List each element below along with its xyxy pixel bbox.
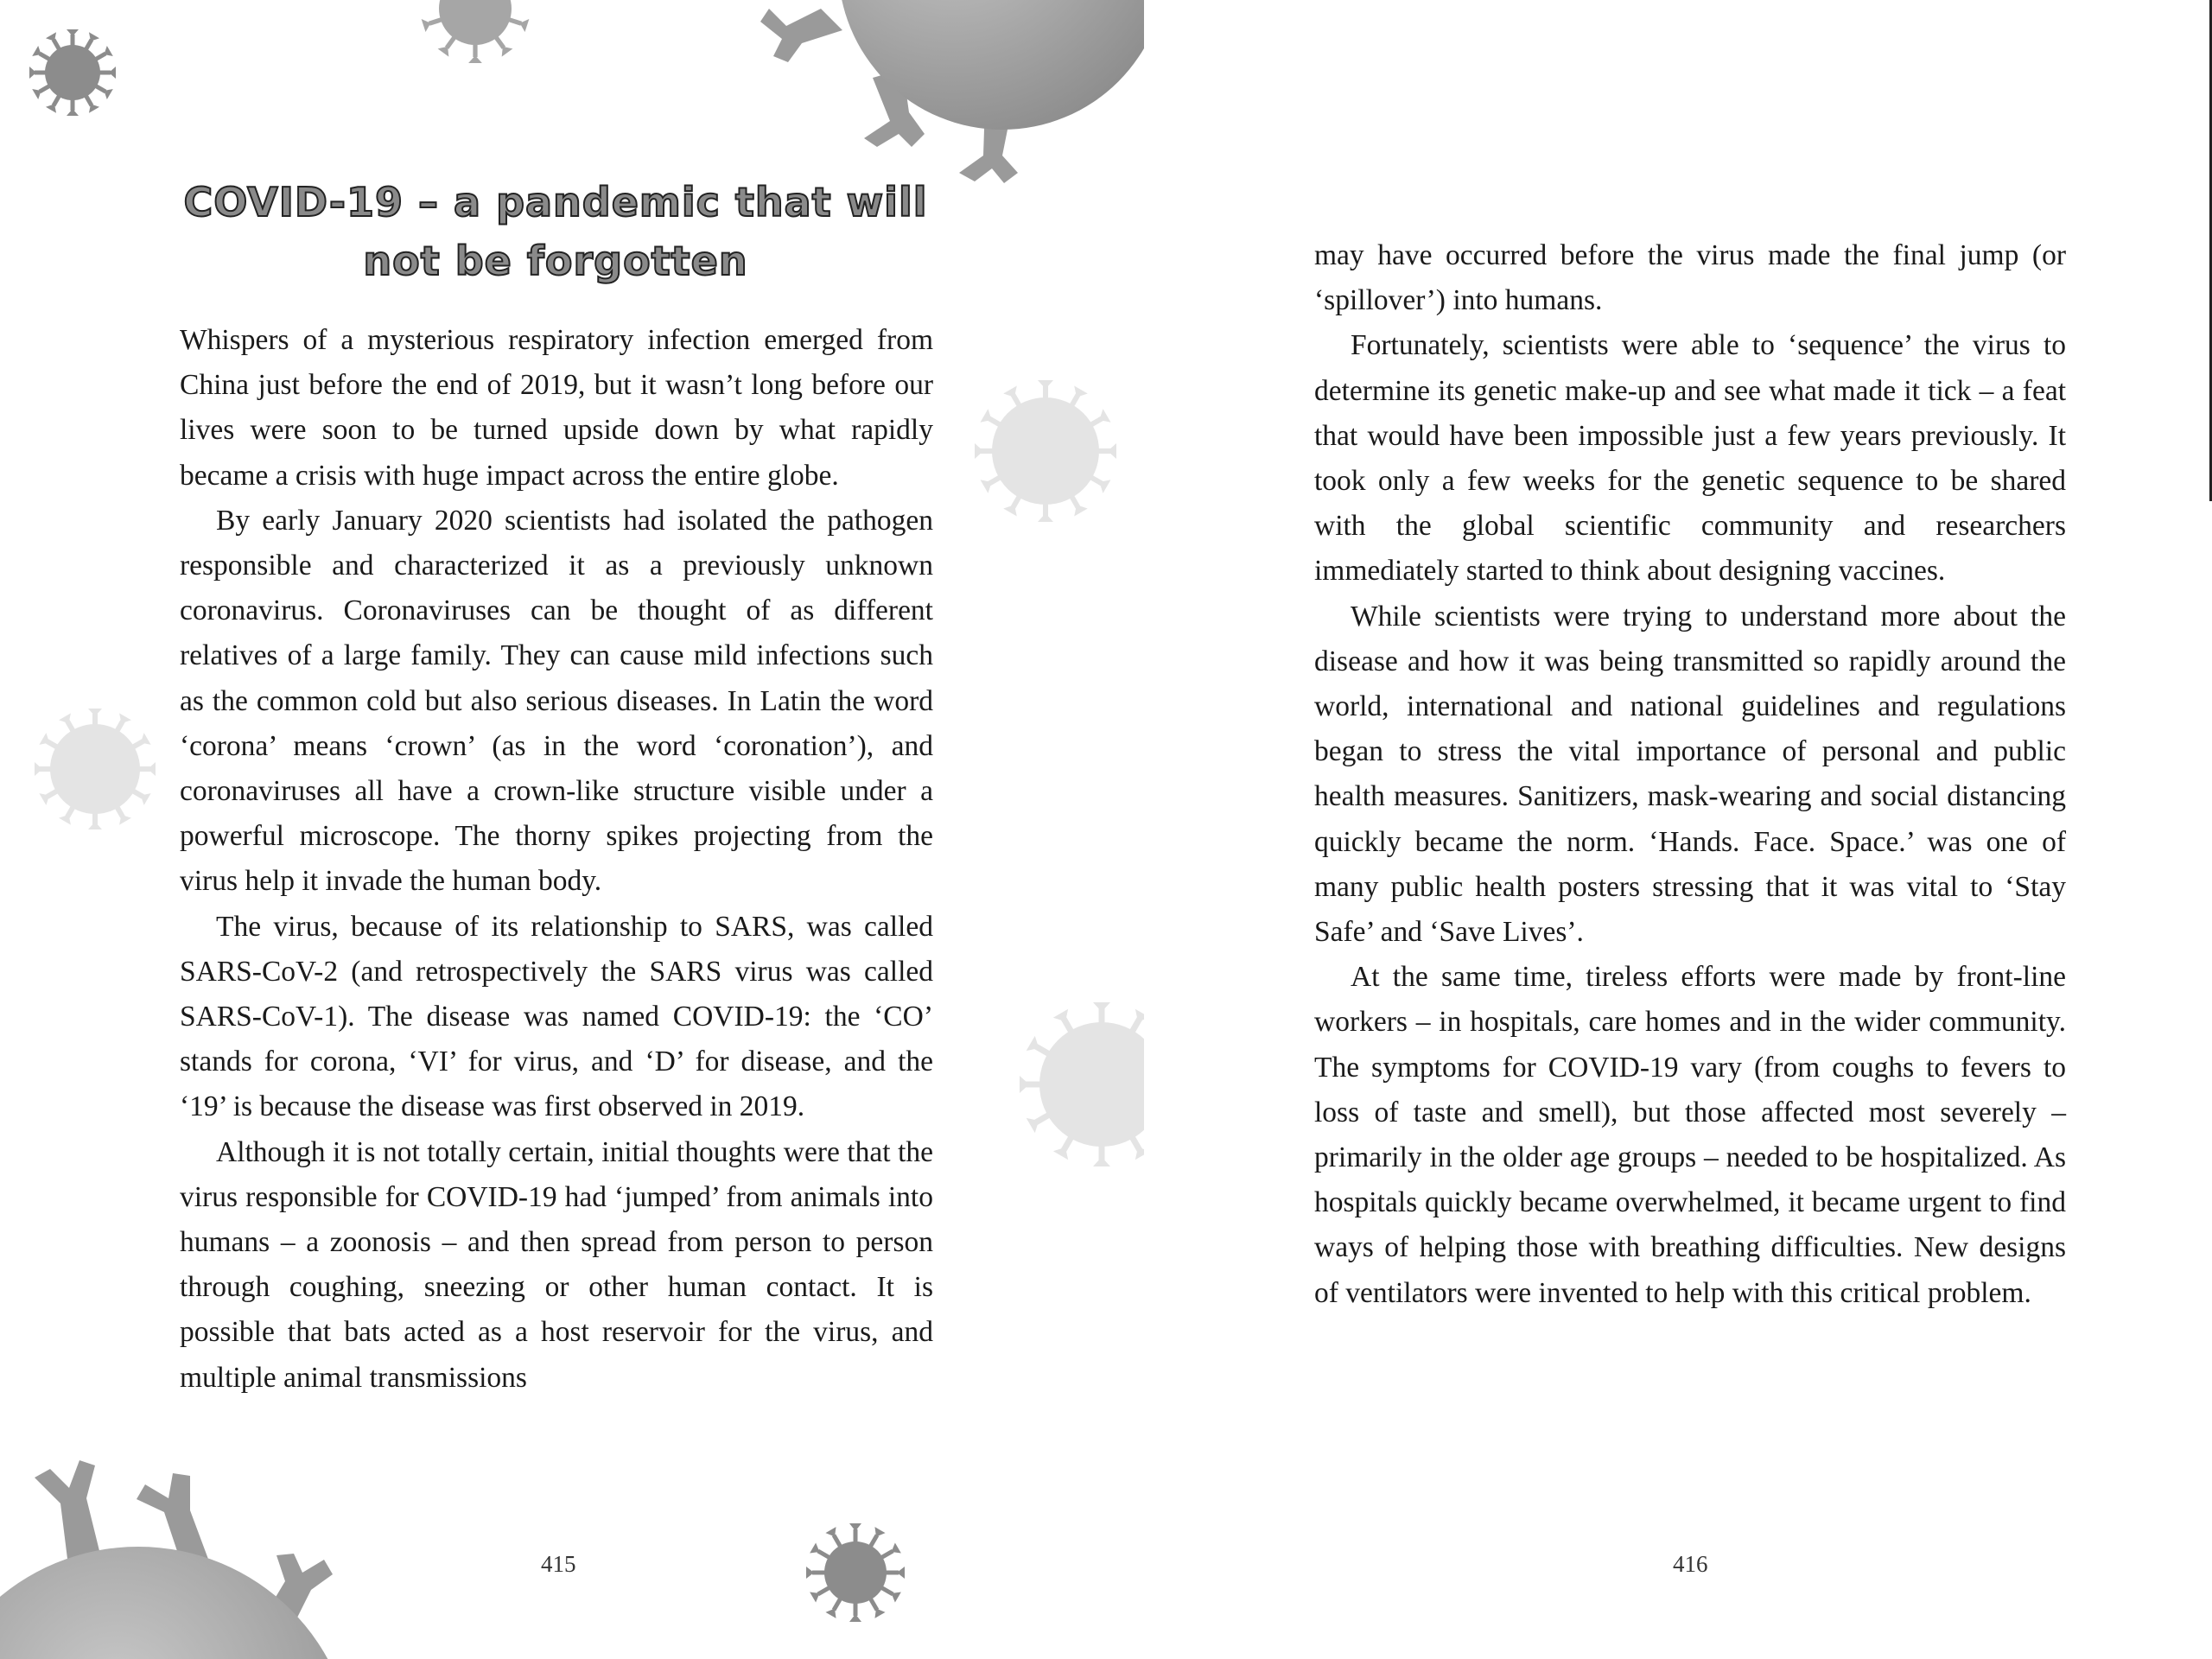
right-body-text <box>1314 233 2066 1316</box>
virus-icon <box>1020 1002 1144 1166</box>
paragraph: Although it is not totally certain, initial thoughts were that the virus responsible for COVID-19 had ‘jumped’ from animals into humans – a zoonosis – and then spread from person to person through coughing, sneezing or other human contact. It is possible that bats acted as a host reservoir for the virus, and multiple animal transmissions <box>180 1135 933 1394</box>
page-number: 416 <box>1673 1551 1708 1577</box>
page-number: 415 <box>541 1551 576 1577</box>
paragraph: Whispers of a mysterious respiratory infection emerged from China just before the end of 2019, but it wasn’t long before our lives were soon to be turned upside down by what rapidly became a crisis with huge impact across the entire globe. <box>180 324 933 492</box>
virus-icon <box>804 1521 907 1624</box>
paragraph: By early January 2020 scientists had isolated the pathogen responsible and characterized it as a previously unknown coronavirus. Coronaviruses can be thought of as different relatives of a large family. They can cause mild infections such as the common cold but also serious diseases. In Latin the word ‘corona’ means ‘crown’ (as in the word ‘coronation’), and coronaviruses all have a crown-like structure visible under a powerful microscope. The thorny spikes projecting from the virus help it invade the human body. <box>180 504 933 898</box>
page-title: COVID-19 – a pandemic that will not be forgotten <box>183 179 928 284</box>
virus-icon <box>26 26 119 119</box>
virus-icon <box>35 709 156 830</box>
left-body-text <box>180 318 933 1401</box>
paragraph: may have occurred before the virus made the final jump (or ‘spillover’) into humans. <box>1314 239 2066 317</box>
virus-icon <box>760 0 1144 190</box>
right-page <box>1144 0 2212 1659</box>
paragraph: The virus, because of its relationship to SARS, was called SARS-CoV-2 (and retrospectively the SARS virus was called SARS-CoV-1). The disease was named COVID-19: the ‘CO’ stands for corona, ‘VI’ for virus, and ‘D’ for disease, and the ‘19’ is because the disease was first observed in 2019. <box>180 910 933 1123</box>
virus-icon <box>975 380 1116 522</box>
paragraph: Fortunately, scientists were able to ‘sequence’ the virus to determine its genetic make-up and see what made it tick – a feat that would have been impossible just a few years previously. It took only a few weeks for the genetic sequence to be shared with the global scientific community and researchers immediately started to think about designing vaccines. <box>1314 329 2066 588</box>
paragraph: While scientists were trying to understand more about the disease and how it was being transmitted so rapidly around the world, international and national guidelines and regulations began to stress the vital importance of personal and public health measures. Sanitizers, mask-wearing and social distancing quickly became the norm. ‘Hands. Face. Space.’ was one of many public health posters stressing that it was vital to ‘Stay Safe’ and ‘Save Lives’. <box>1314 600 2066 949</box>
virus-icon <box>0 1426 449 1659</box>
virus-icon <box>406 0 544 69</box>
paragraph: At the same time, tireless efforts were made by front-line workers – in hospitals, care homes and in the wider community. The symptoms for COVID-19 vary (from coughs to fevers to loss of taste and smell), but those affected most severely – primarily in the older age groups – needed to be hospitalized. As hospitals quickly became overwhelmed, it became urgent to find ways of helping those with breathing difficulties. New designs of ventilators were invented to help with this critical problem. <box>1314 961 2066 1309</box>
